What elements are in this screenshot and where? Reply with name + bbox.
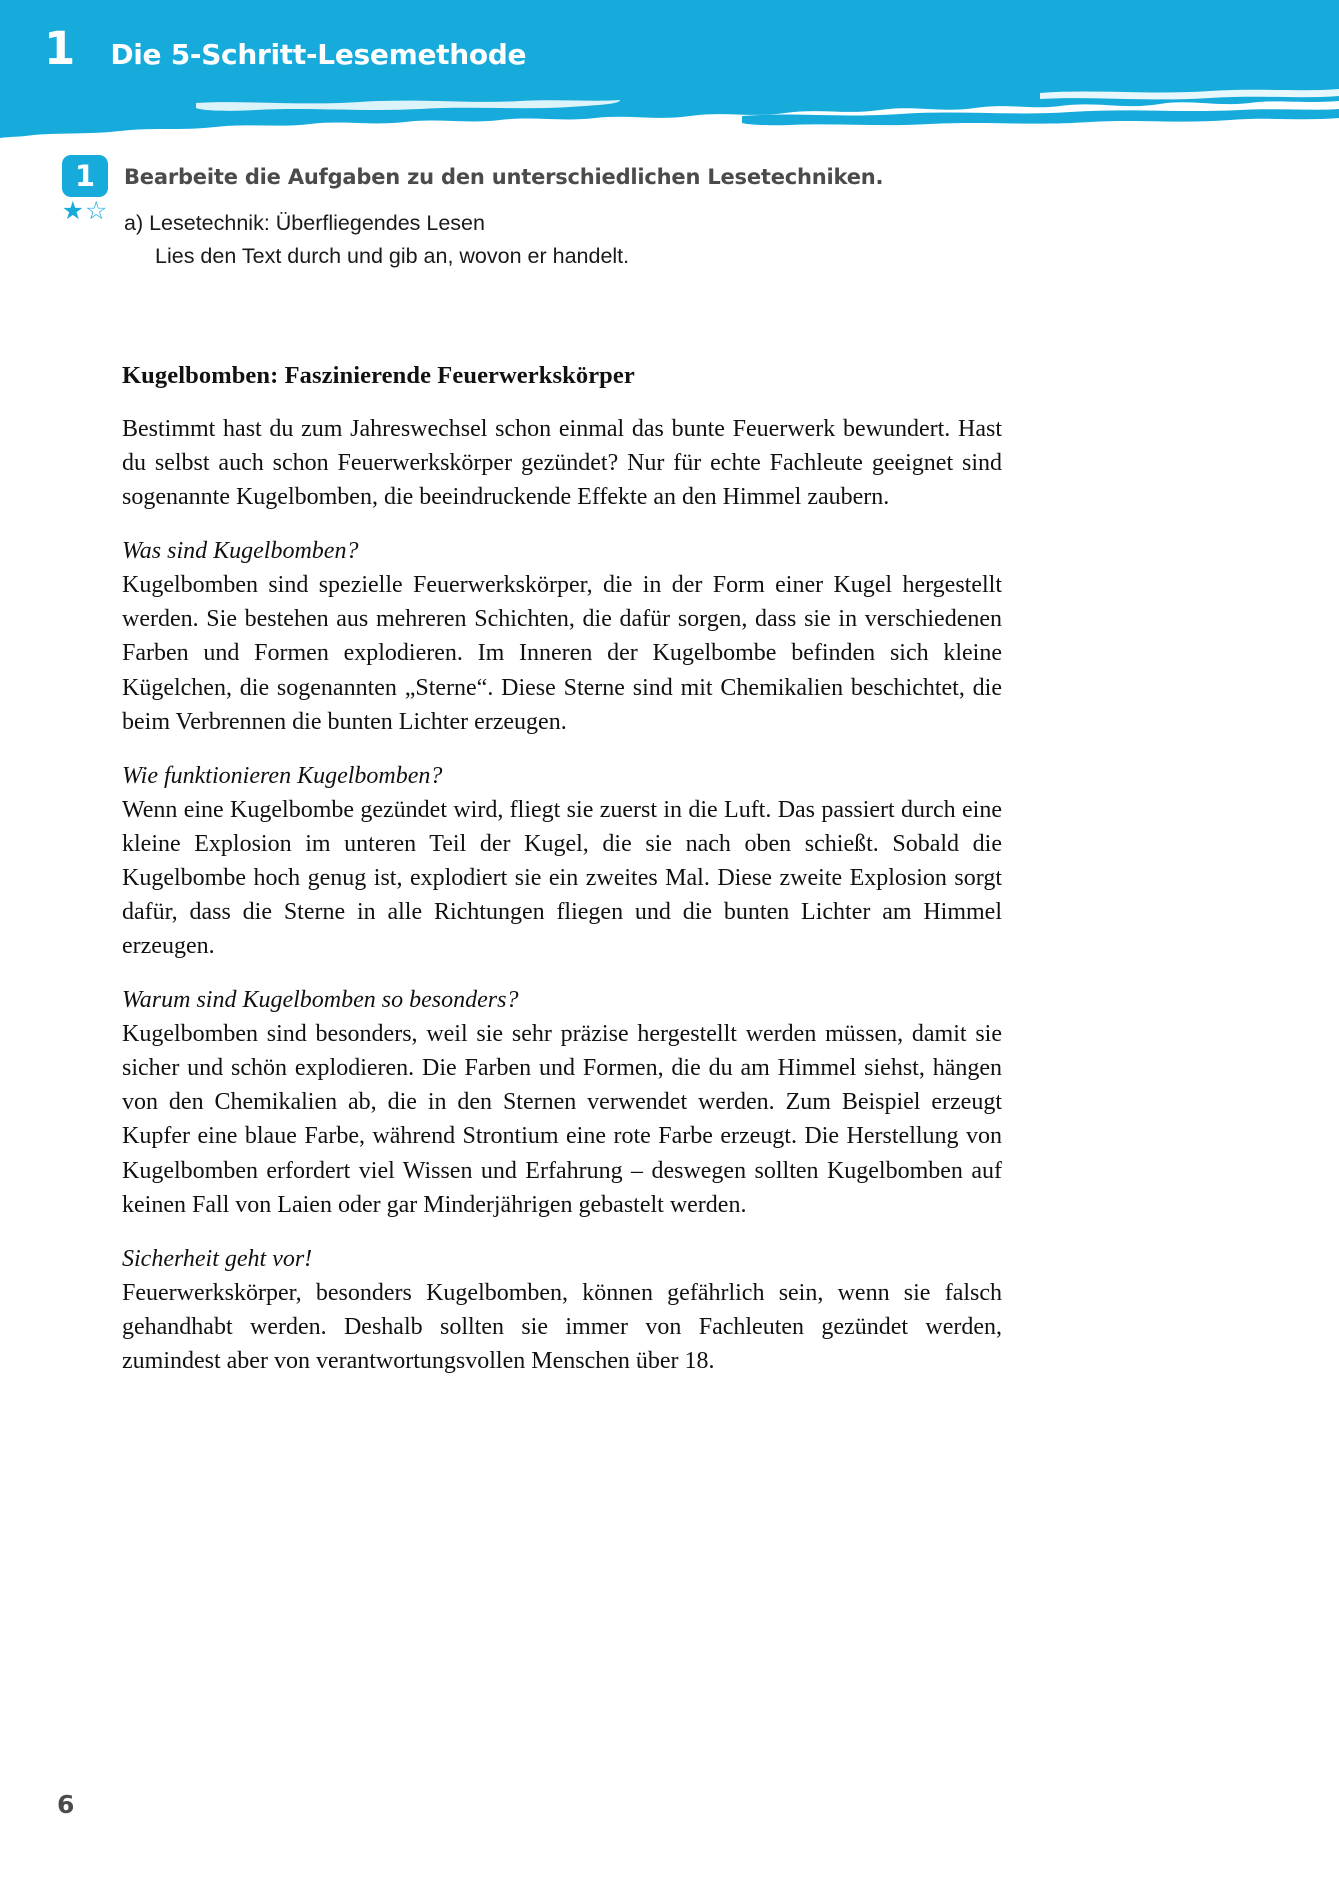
section-heading: Wie funktionieren Kugelbomben?: [122, 762, 443, 789]
difficulty-rating: [54, 199, 116, 224]
section-body: Wenn eine Kugelbombe gezündet wird, fliegt sie zuerst in die Luft. Das passiert durch eine kleine Explosion im unteren Teil der Kugel, die sie nach oben schießt. Sobald die Kugelbombe hoch genug ist, explodiert sie ein zweites Mal. Diese zweite Explosion sorgt dafür, dass die Sterne in alle Richtungen fliegen und die bunten Lichter am Himmel erzeugen.: [122, 796, 1002, 960]
task-instruction: Bearbeite die Aufgaben zu den unterschiedlichen Lesetechniken.: [124, 165, 884, 189]
subtask-a: [124, 207, 1124, 274]
star-empty-icon: ☆: [85, 198, 109, 225]
section-body: Feuerwerkskörper, besonders Kugelbomben, können gefährlich sein, wenn sie falsch gehandhabt werden. Deshalb sollten sie immer von Fachleuten gezündet werden, zumindest aber von verantwortungsvollen Menschen über 18.: [122, 1279, 1002, 1374]
article-title: Kugelbomben: Faszinierende Feuerwerkskörper: [122, 362, 635, 389]
article-section: [122, 534, 1002, 738]
chapter-banner: [0, 0, 1339, 152]
article-intro-paragraph: Bestimmt hast du zum Jahreswechsel schon einmal das bunte Feuerwerk bewundert. Hast du selbst auch schon Feuerwerkskörper gezündet? Nur für echte Fachleute geeignet sind sogenannte Kugelbomben, die beeindruckende Effekte an den Himmel zaubern.: [122, 416, 1002, 511]
section-body: Kugelbomben sind besonders, weil sie sehr präzise hergestellt werden müssen, damit sie sicher und schön explodieren. Die Farben und Formen, die du am Himmel siehst, hängen von den Chemikalien ab, die in den Sternen verwendet werden. Zum Beispiel erzeugt Kupfer eine blaue Farbe, während Strontium eine rote Farbe erzeugt. Die Herstellung von Kugelbomben erfordert viel Wissen und Erfahrung – deswegen sollten Kugelbomben auf keinen Fall von Laien oder gar Minderjährigen gebastelt werden.: [122, 1021, 1002, 1218]
article-section: [122, 983, 1002, 1222]
subtask-a-instruction: Lies den Text durch und gib an, wovon er handelt.: [155, 244, 630, 269]
section-body: Kugelbomben sind spezielle Feuerwerkskörper, die in der Form einer Kugel hergestellt werden. Sie bestehen aus mehreren Schichten, die dafür sorgen, dass sie in verschiedenen Farben und Formen explodieren. Im Inneren der Kugelbombe befinden sich kleine Kügelchen, die sogenannten „Sterne“. Diese Sterne sind mit Chemikalien beschichtet, die beim Verbrennen die bunten Lichter erzeugen.: [122, 572, 1002, 735]
article-section: [122, 1242, 1002, 1378]
task-number-badge: 1: [62, 155, 108, 197]
chapter-number: 1: [44, 22, 75, 75]
star-filled-icon: ★: [61, 198, 85, 225]
banner-brush-shape: [0, 0, 1339, 152]
reading-text: [122, 362, 1002, 1398]
section-heading: Warum sind Kugelbomben so besonders?: [122, 987, 519, 1014]
banner-title-group: [44, 22, 527, 75]
subtask-a-technique: a) Lesetechnik: Überfliegendes Lesen: [124, 211, 485, 235]
task-badge-column: [54, 155, 116, 224]
section-heading: Was sind Kugelbomben?: [122, 538, 359, 565]
page-number: 6: [57, 1790, 75, 1819]
article-section: [122, 759, 1002, 963]
section-heading: Sicherheit geht vor!: [122, 1245, 313, 1272]
chapter-title: Die 5-Schritt-Lesemethode: [110, 38, 527, 71]
